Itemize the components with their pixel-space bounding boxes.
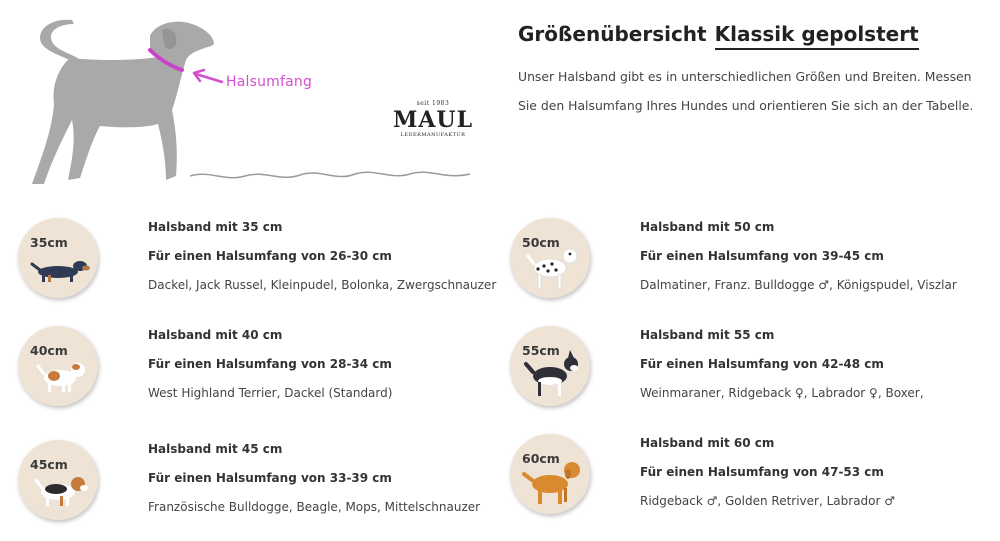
terrier-icon xyxy=(18,326,98,406)
intro-text: Unser Halsband gibt es in unterschiedlichen Größen und Breiten. Messen Sie den Halsumfang Ihres Hundes und orientieren Sie sich an der Tabelle. xyxy=(518,69,974,113)
size-badge-label: 55cm xyxy=(522,343,560,358)
size-range: Für einen Halsumfang von 28-34 cm xyxy=(148,357,392,371)
size-range: Für einen Halsumfang von 39-45 cm xyxy=(640,249,884,263)
size-badge xyxy=(18,440,98,520)
page-title xyxy=(518,22,919,46)
brand-logo xyxy=(393,100,473,138)
size-item-40 xyxy=(18,326,498,416)
size-range: Für einen Halsumfang von 26-30 cm xyxy=(148,249,392,263)
size-title: Halsband mit 60 cm xyxy=(640,436,775,450)
golden-retriever-icon xyxy=(510,434,590,514)
size-title: Halsband mit 45 cm xyxy=(148,442,283,456)
size-range: Für einen Halsumfang von 47-53 cm xyxy=(640,465,884,479)
size-badge xyxy=(510,434,590,514)
size-breeds: Weinmaraner, Ridgeback ♀, Labrador ♀, Boxer, xyxy=(640,386,924,400)
dalmatian-icon xyxy=(510,218,590,298)
size-breeds: Französische Bulldogge, Beagle, Mops, Mittelschnauzer xyxy=(148,500,481,514)
size-item-35 xyxy=(18,218,498,308)
page-title-prefix: Größenübersicht xyxy=(518,22,707,46)
size-badge-label: 50cm xyxy=(522,235,560,250)
neck-circumference-label: Halsumfang xyxy=(226,74,313,90)
page-title-product: Klassik gepolstert xyxy=(715,22,919,50)
size-item-60 xyxy=(510,434,990,524)
size-breeds: Ridgeback ♂, Golden Retriver, Labrador ♂ xyxy=(640,494,896,508)
size-range: Für einen Halsumfang von 33-39 cm xyxy=(148,471,392,485)
size-breeds: Dackel, Jack Russel, Kleinpudel, Bolonka, Zwergschnauzer xyxy=(148,278,497,292)
size-badge xyxy=(18,326,98,406)
size-badge xyxy=(18,218,98,298)
size-badge-label: 35cm xyxy=(30,235,68,250)
size-title: Halsband mit 40 cm xyxy=(148,328,283,342)
size-title: Halsband mit 55 cm xyxy=(640,328,775,342)
size-item-55 xyxy=(510,326,990,416)
size-badge xyxy=(510,218,590,298)
size-badge xyxy=(510,326,590,406)
size-item-45 xyxy=(18,440,498,530)
size-badge-label: 40cm xyxy=(30,343,68,358)
logo-subtitle: LEDERMANUFAKTUR xyxy=(400,132,466,138)
beagle-icon xyxy=(18,440,98,520)
logo-brand: MAUL xyxy=(393,107,474,133)
logo-since: seit 1983 xyxy=(416,100,450,107)
size-badge-label: 45cm xyxy=(30,457,68,472)
size-breeds: West Highland Terrier, Dackel (Standard) xyxy=(148,386,393,400)
size-title: Halsband mit 35 cm xyxy=(148,220,283,234)
size-title: Halsband mit 50 cm xyxy=(640,220,775,234)
size-badge-label: 60cm xyxy=(522,451,560,466)
hero-illustration xyxy=(0,0,500,200)
husky-icon xyxy=(510,326,590,406)
size-breeds: Dalmatiner, Franz. Bulldogge ♂, Königspudel, Viszlar xyxy=(640,278,957,292)
dachshund-icon xyxy=(18,218,98,298)
size-item-50 xyxy=(510,218,990,308)
size-range: Für einen Halsumfang von 42-48 cm xyxy=(640,357,884,371)
